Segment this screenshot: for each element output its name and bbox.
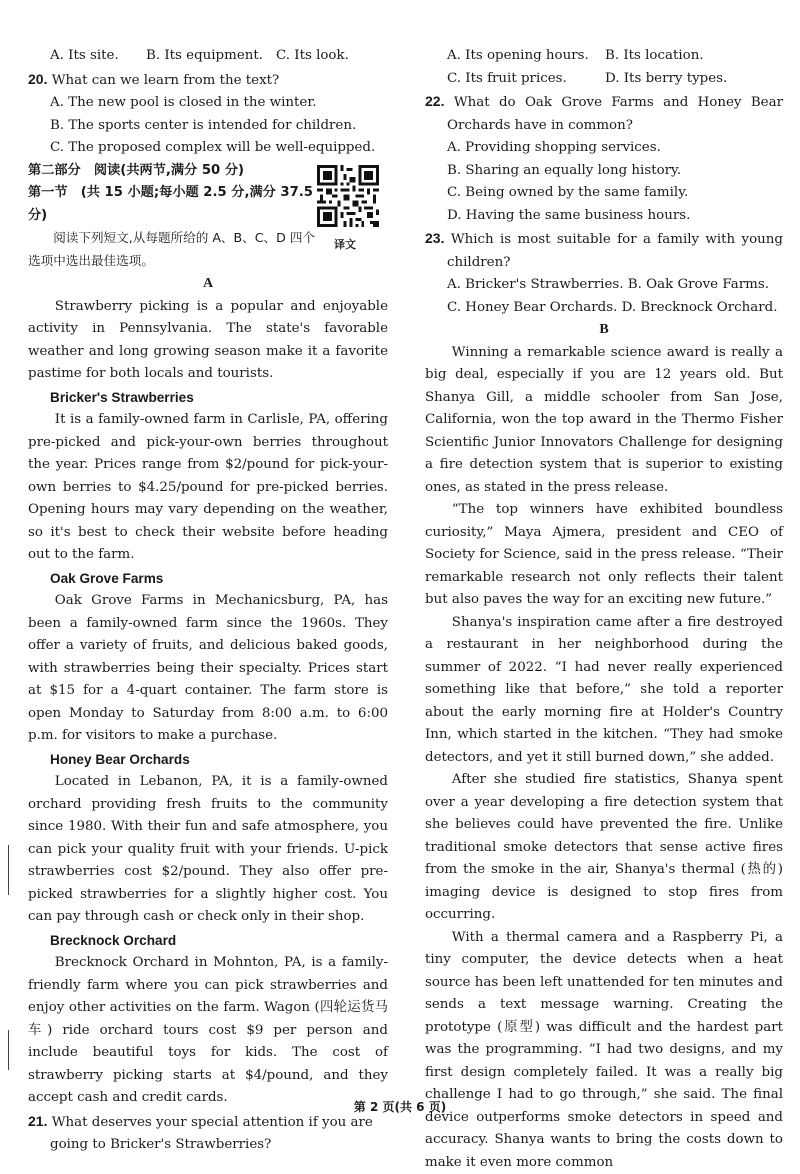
passage-a-intro: Strawberry picking is a popular and enjoyable activity in Pennsylvania. The state's favorable weather and long growing season make it a favorite pastime for both locals and tourists. (28, 296, 388, 386)
farm-4-name: Brecknock Orchard (28, 930, 388, 953)
farm-2-name: Oak Grove Farms (28, 568, 388, 591)
q21-options-row-1 (425, 45, 783, 68)
part2-title: 第二部分 阅读(共两节,满分 50 分) (28, 160, 313, 183)
q22-number: 22. (425, 93, 444, 109)
q19-option-a: A. Its site. (50, 45, 146, 68)
q22-stem (425, 90, 783, 137)
passage-b-letter: B (425, 319, 783, 342)
passage-b-paragraph-4: After she studied fire statistics, Shanya spent over a year developing a fire detection system that she believes could have prevented the fire. Unlike traditional smoke detectors that sense active fires from the smoke in the air, Shanya's thermal (热的) imaging device is designed to stop fires from occurring. (425, 769, 783, 927)
q22-option-b: B. Sharing an equally long history. (425, 160, 783, 183)
farm-3-text: Located in Lebanon, PA, it is a family-owned orchard providing fresh fruits to the community since 1980. With their fun and safe atmosphere, you can pick your quality fruit with your friends. U-pick strawberries cost $2/pound. They also offer pre-picked strawberries for a slightly higher cost. You can pay through cash or check only in their shop. (28, 771, 388, 929)
q23-option-d: D. Brecknock Orchard. (622, 297, 778, 320)
passage-b-paragraph-1: Winning a remarkable science award is really a big deal, especially if you are 12 years old. But Shanya Gill, a middle schooler from San Jose, California, won the top award in the Thermo Fisher Scientific Junior Innovators Challenge for designing a fire detection system that is superior to existing ones, as stated in the press release. (425, 342, 783, 500)
q21-number: 21. (28, 1113, 47, 1129)
q20-stem (28, 68, 388, 93)
q23-option-c: C. Honey Bear Orchards. (447, 297, 617, 320)
q22-text: What do Oak Grove Farms and Honey Bear Orchards have in common? (447, 95, 783, 133)
q23-option-a: A. Bricker's Strawberries. (447, 274, 624, 297)
farm-3-name: Honey Bear Orchards (28, 749, 388, 772)
q21-stem (28, 1110, 388, 1157)
instructions: 阅读下列短文,从每题所给的 A、B、C、D 四个选项中选出最佳选项。 (28, 227, 318, 272)
q21-option-d: D. Its berry types. (605, 68, 727, 91)
q20-text: What can we learn from the text? (52, 73, 279, 88)
q19-option-c: C. Its look. (276, 45, 349, 68)
q22-option-a: A. Providing shopping services. (425, 137, 783, 160)
q22-option-d: D. Having the same business hours. (425, 205, 783, 228)
margin-line (8, 845, 9, 895)
margin-line (8, 1030, 9, 1070)
q23-number: 23. (425, 230, 444, 246)
farm-1-text: It is a family-owned farm in Carlisle, PA, offering pre-picked and pick-your-own berries throughout the year. Prices range from $2/pound for pick-your-own berries to $4.25/pound for pre-picked berries. Opening hours may vary depending on the weather, so it's best to check their website before heading out to the farm. (28, 409, 388, 567)
q20-option-c: C. The proposed complex will be well-equipped. (28, 137, 388, 160)
q23-stem (425, 227, 783, 274)
q21-options-row-2 (425, 68, 783, 91)
right-column (425, 45, 783, 1174)
farm-1-name: Bricker's Strawberries (28, 387, 388, 410)
passage-b-paragraph-5: With a thermal camera and a Raspberry Pi, a tiny computer, the device detects when a heat source has been left unattended for ten minutes and sends a text message warning. Creating the prototype (原型) was difficult and the hardest part was the programming. “I had two designs, and my first design completely failed. It was a really big challenge I had to go through,” she said. The final device outperforms smoke detectors in speed and accuracy. Shanya wants to bring the costs down to make it even more common (425, 927, 783, 1174)
q21-option-a: A. Its opening hours. (447, 45, 605, 68)
q20-number: 20. (28, 71, 47, 87)
q21-text: What deserves your special attention if you are going to Bricker's Strawberries? (50, 1115, 373, 1153)
q21-option-c: C. Its fruit prices. (447, 68, 605, 91)
farm-4-text: Brecknock Orchard in Mohnton, PA, is a family-friendly farm where you can pick strawberries and enjoy other activities on the farm. Wagon (四轮运货马车) ride orchard tours cost $9 per person and include beautiful toys for kids. The cost of strawberry picking starts at $4/pound, and they accept cash and credit cards. (28, 952, 388, 1110)
q22-option-c: C. Being owned by the same family. (425, 182, 783, 205)
q19-options (28, 45, 388, 68)
q20-option-b: B. The sports center is intended for children. (28, 115, 388, 138)
q23-option-b: B. Oak Grove Farms. (628, 274, 769, 297)
section1-title: 第一节 (共 15 小题;每小题 2.5 分,满分 37.5 分) (28, 182, 313, 227)
q23-options-row-2 (425, 297, 783, 320)
passage-b-paragraph-3: Shanya's inspiration came after a fire destroyed a restaurant in her neighborhood during the summer of 2022. “I had never really experienced something like that before,” she told a reporter about the early morning fire at Holder's Country Inn, which started in the kitchen. “They had smoke detectors, and yet it still burned down,” she added. (425, 612, 783, 770)
q20-option-a: A. The new pool is closed in the winter. (28, 92, 388, 115)
q21-option-b: B. Its location. (605, 45, 704, 68)
passage-a-letter: A (28, 273, 388, 296)
qr-label: 译文 (334, 236, 356, 252)
farm-2-text: Oak Grove Farms in Mechanicsburg, PA, has been a family-owned farm since the 1960s. They offer a variety of fruits, and delicious baked goods, with strawberries being their specialty. Prices start at $15 for a 4-quart container. The farm store is open Monday to Saturday from 8:00 a.m. to 6:00 p.m. for visitors to make a purchase. (28, 590, 388, 748)
q19-option-b: B. Its equipment. (146, 45, 276, 68)
passage-b-paragraph-2: “The top winners have exhibited boundless curiosity,” Maya Ajmera, president and CEO of Society for Science, said in the press release. “Their remarkable research not only reflects their talent but also paves the way for an exciting new future.” (425, 499, 783, 612)
page-footer: 第 2 页(共 6 页) (0, 1098, 800, 1115)
q23-options-row-1 (425, 274, 783, 297)
q23-text: Which is most suitable for a family with young children? (447, 232, 783, 270)
qr-code-icon[interactable] (317, 165, 379, 227)
